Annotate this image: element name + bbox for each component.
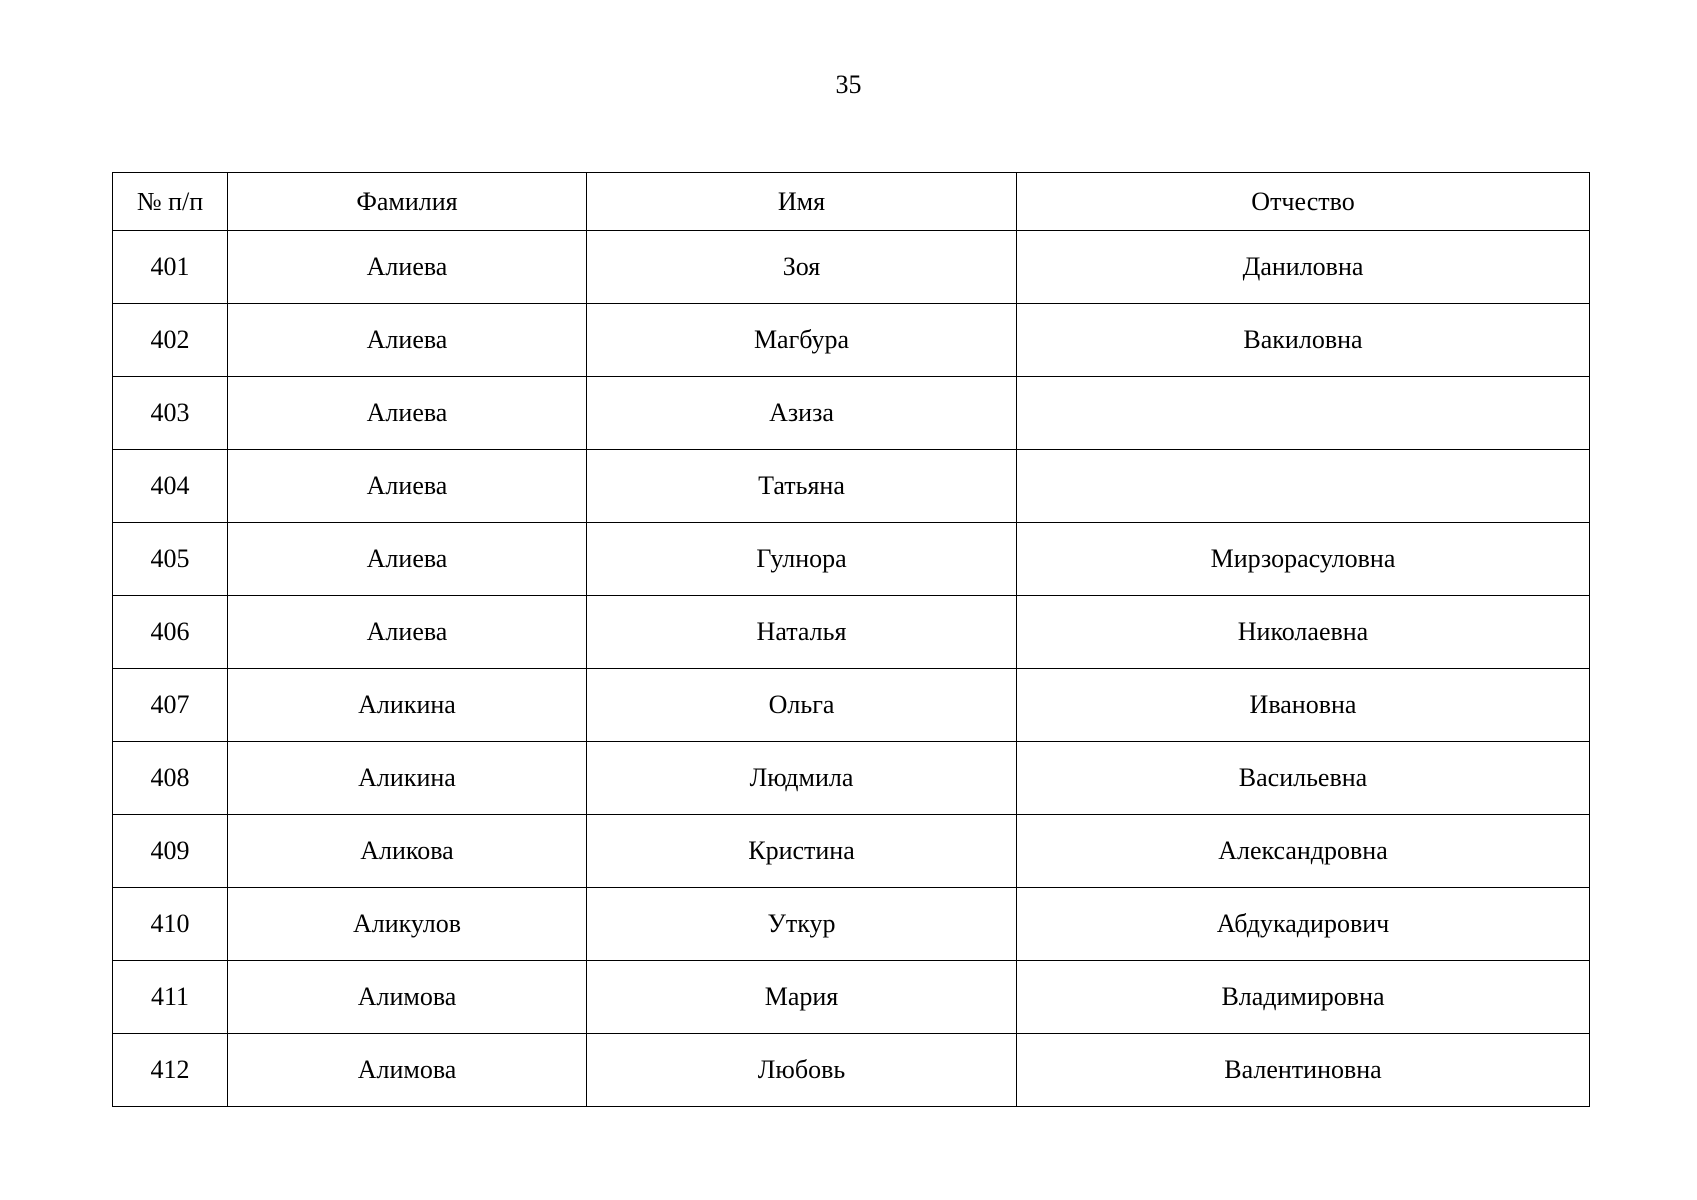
cell-first-name: Гулнора — [587, 523, 1017, 596]
header-number: № п/п — [113, 173, 228, 231]
table-row — [113, 961, 1590, 1034]
table-row — [113, 1034, 1590, 1107]
cell-number: 410 — [113, 888, 228, 961]
cell-number: 402 — [113, 304, 228, 377]
cell-number: 411 — [113, 961, 228, 1034]
cell-number: 407 — [113, 669, 228, 742]
cell-number: 412 — [113, 1034, 228, 1107]
cell-number: 406 — [113, 596, 228, 669]
cell-patronymic: Мирзорасуловна — [1017, 523, 1590, 596]
cell-first-name: Магбура — [587, 304, 1017, 377]
cell-patronymic: Валентиновна — [1017, 1034, 1590, 1107]
cell-patronymic: Васильевна — [1017, 742, 1590, 815]
cell-first-name: Любовь — [587, 1034, 1017, 1107]
cell-first-name: Ольга — [587, 669, 1017, 742]
page-number: 35 — [835, 70, 862, 99]
cell-last-name: Аликова — [228, 815, 587, 888]
cell-last-name: Алиева — [228, 231, 587, 304]
cell-last-name: Алиева — [228, 304, 587, 377]
cell-first-name: Наталья — [587, 596, 1017, 669]
cell-patronymic — [1017, 377, 1590, 450]
cell-first-name: Мария — [587, 961, 1017, 1034]
table-row — [113, 450, 1590, 523]
cell-first-name: Уткур — [587, 888, 1017, 961]
cell-number: 405 — [113, 523, 228, 596]
table-row — [113, 304, 1590, 377]
cell-patronymic: Александровна — [1017, 815, 1590, 888]
cell-last-name: Алиева — [228, 450, 587, 523]
cell-number: 409 — [113, 815, 228, 888]
cell-last-name: Аликина — [228, 669, 587, 742]
cell-number: 403 — [113, 377, 228, 450]
header-first-name: Имя — [587, 173, 1017, 231]
cell-last-name: Алимова — [228, 961, 587, 1034]
cell-patronymic: Николаевна — [1017, 596, 1590, 669]
cell-patronymic: Абдукадирович — [1017, 888, 1590, 961]
cell-first-name: Азиза — [587, 377, 1017, 450]
cell-last-name: Алиева — [228, 596, 587, 669]
cell-first-name: Людмила — [587, 742, 1017, 815]
cell-patronymic: Даниловна — [1017, 231, 1590, 304]
cell-patronymic: Ивановна — [1017, 669, 1590, 742]
cell-patronymic — [1017, 450, 1590, 523]
table-row — [113, 669, 1590, 742]
table-header-row — [113, 173, 1590, 231]
cell-last-name: Аликулов — [228, 888, 587, 961]
cell-first-name: Кристина — [587, 815, 1017, 888]
cell-last-name: Алимова — [228, 1034, 587, 1107]
cell-patronymic: Вакиловна — [1017, 304, 1590, 377]
header-patronymic: Отчество — [1017, 173, 1590, 231]
table-row — [113, 523, 1590, 596]
table-row — [113, 815, 1590, 888]
cell-first-name: Татьяна — [587, 450, 1017, 523]
cell-number: 408 — [113, 742, 228, 815]
table-row — [113, 377, 1590, 450]
cell-last-name: Алиева — [228, 523, 587, 596]
person-list-table — [112, 172, 1590, 1107]
header-last-name: Фамилия — [228, 173, 587, 231]
cell-last-name: Алиева — [228, 377, 587, 450]
table-row — [113, 231, 1590, 304]
cell-patronymic: Владимировна — [1017, 961, 1590, 1034]
table-row — [113, 888, 1590, 961]
table-row — [113, 742, 1590, 815]
cell-last-name: Аликина — [228, 742, 587, 815]
cell-first-name: Зоя — [587, 231, 1017, 304]
cell-number: 401 — [113, 231, 228, 304]
table-row — [113, 596, 1590, 669]
cell-number: 404 — [113, 450, 228, 523]
